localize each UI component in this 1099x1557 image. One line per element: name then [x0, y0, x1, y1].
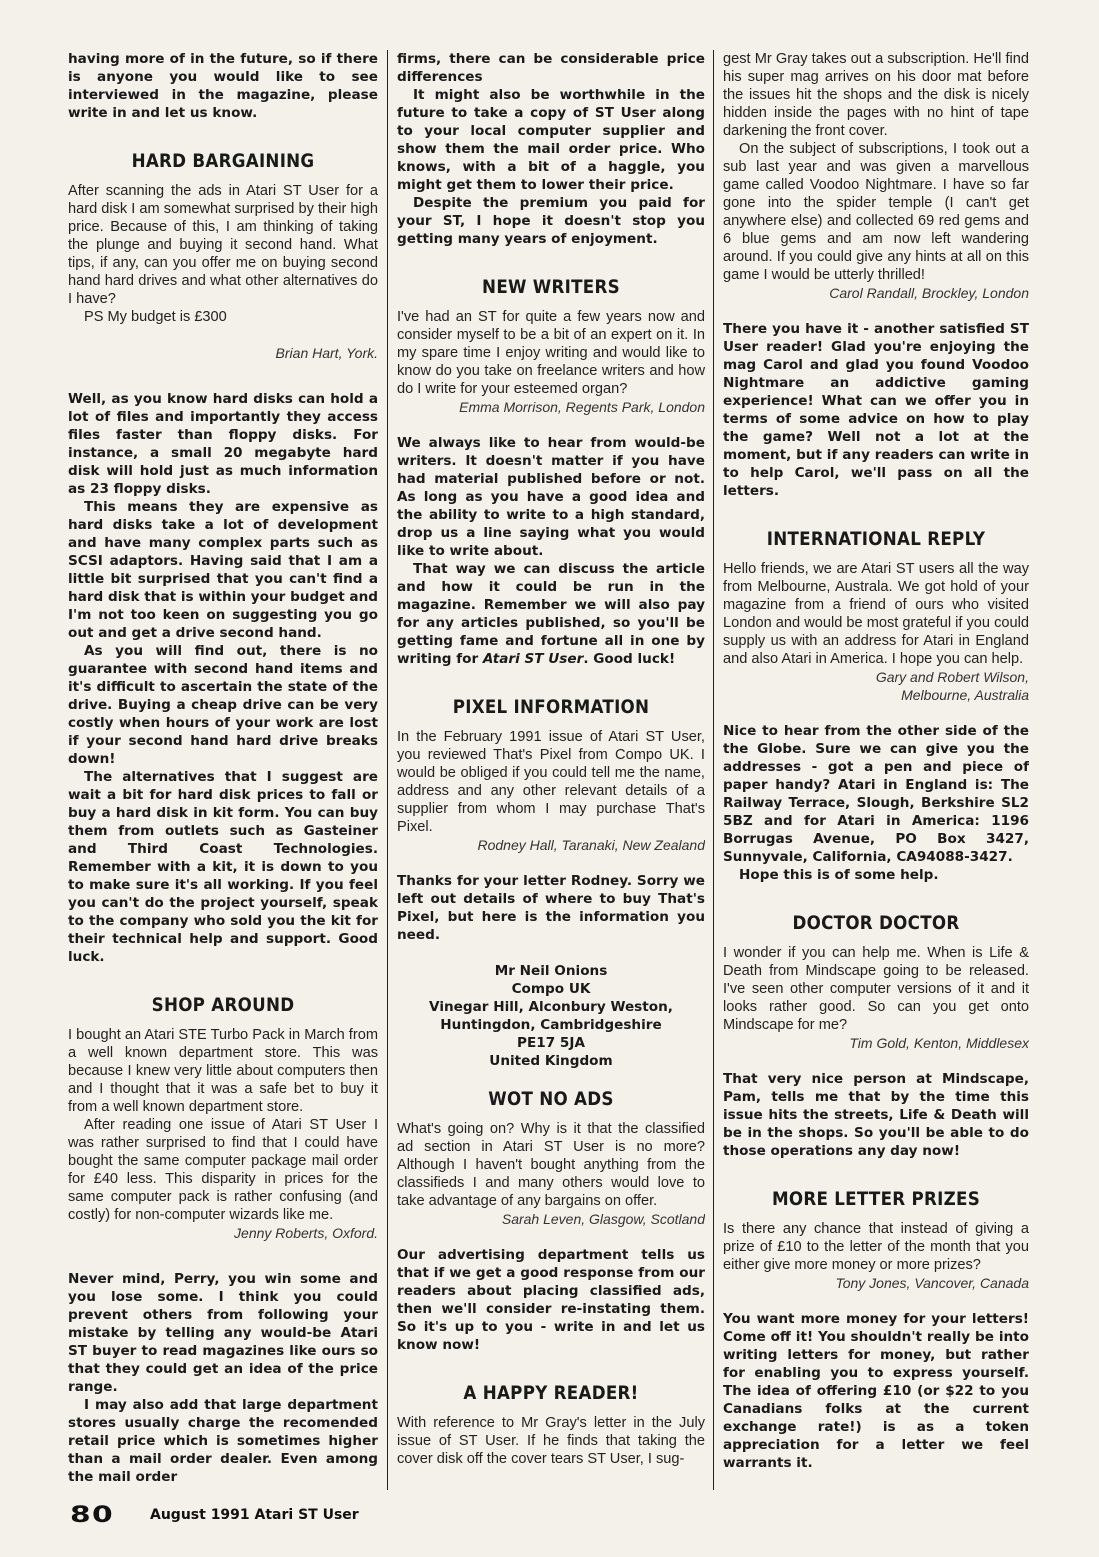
column-divider [713, 50, 714, 1490]
letter-paragraph: PS My budget is £300 [84, 309, 227, 325]
section-heading-wot-no-ads: WOT NO ADS [488, 1088, 614, 1110]
letter-signature: Carol Randall, Brockley, London [829, 285, 1029, 301]
letter-paragraph: With reference to Mr Gray's letter in the July issue of ST User. If he finds that taking the cover disk off the cover tears ST User, I sug- [397, 1415, 705, 1467]
letter-signature: Melbourne, Australia [901, 687, 1029, 703]
reply-paragraph: Never mind, Perry, you win some and you lose some. I think you could prevent others from following your mistake by telling any would-be Atari ST buyer to read magazines like ours so that they could get an idea of the price range. [68, 1271, 378, 1395]
letter-paragraph: Is there any chance that instead of giving a prize of £10 to the letter of the month that you either give more money or more prizes? [723, 1221, 1029, 1273]
address-line: Compo UK [511, 981, 591, 997]
page-number: 80 [70, 1502, 115, 1528]
page-footer [70, 1504, 359, 1526]
column-right [723, 50, 1029, 1490]
letter-paragraph: After scanning the ads in Atari ST User for a hard disk I am somewhat surprised by their high price. Because of this, I am thinking of taking the plunge and buying it second hand. What tips, if any, can you offer me on buying second hand hard drives and what other alternatives do I have? [68, 183, 378, 307]
reply-paragraph: That very nice person at Mindscape, Pam, tells me that by the time this issue hits the streets, Life & Death will be in the shops. So you'll be able to do those operations any day now! [723, 1071, 1029, 1159]
section-heading-shop-around: SHOP AROUND [151, 994, 295, 1016]
letter-signature: Sarah Leven, Glasgow, Scotland [501, 1211, 705, 1227]
column-middle [397, 50, 705, 1490]
address-line: Mr Neil Onions [494, 963, 608, 979]
letter-paragraph: Hello friends, we are Atari ST users all the way from Melbourne, Australa. We got hold of your magazine from a friend of ours who visited London and would be most grateful if you could supply us with an address for Atari in England and also Atari in America. I hope you can help. [723, 561, 1029, 667]
supplier-address [397, 962, 705, 1070]
section-heading-hard-bargaining: HARD BARGAINING [131, 150, 315, 172]
address-line: PE17 5JA [517, 1035, 585, 1051]
letter-paragraph: I've had an ST for quite a few years now and consider myself to be a bit of an expert on it. In my spare time I enjoy writing and would like to know do you take on freelance writers and how do I write for your esteemed organ? [397, 309, 705, 397]
letter-signature: Rodney Hall, Taranaki, New Zealand [477, 837, 705, 853]
letter-signature: Gary and Robert Wilson, [875, 669, 1029, 685]
reply-paragraph: Despite the premium you paid for your ST, I hope it doesn't stop you getting many years of enjoyment. [397, 195, 705, 247]
reply-paragraph: The alternatives that I suggest are wait a bit for hard disk prices to fall or buy a hard disk in kit form. You can buy them from outlets such as Gasteiner and Third Coast Technologies. Remember with a kit, it is down to you to make sure it's all working. If you feel you can't do the project yourself, speak to the company who sold you the kit for their technical help and support. Good luck. [68, 769, 378, 965]
section-heading-a-happy-reader: A HAPPY READER! [463, 1382, 639, 1404]
reply-paragraph [397, 560, 705, 668]
reply-paragraph: As you will find out, there is no guarantee with second hand items and it's difficult to ascertain the state of the drive. Buying a cheap drive can be very costly when hours of your work are lost if your second hand hard drive breaks down! [68, 643, 378, 767]
reply-paragraph: We always like to hear from would-be writers. It doesn't matter if you have had material published before or not. As long as you have a good idea and the ability to write to a high standard, drop us a line saying what you would like to write about. [397, 435, 705, 559]
section-heading-international-reply: INTERNATIONAL REPLY [766, 528, 986, 550]
reply-text: That way we can discuss the article and how it could be run in the magazine. Remember we will also pay for any articles published, so you'll be getting fame and fortune all in one by writing for [397, 561, 705, 667]
section-heading-new-writers: NEW WRITERS [482, 276, 620, 298]
letter-signature: Tim Gold, Kenton, Middlesex [849, 1035, 1029, 1051]
letter-signature: Emma Morrison, Regents Park, London [459, 399, 705, 415]
letter-paragraph: In the February 1991 issue of Atari ST User, you reviewed That's Pixel from Compo UK. I would be obliged if you could tell me the name, address and any other relevant details of a supplier from whom I may purchase That's Pixel. [397, 729, 705, 835]
section-heading-doctor-doctor: DOCTOR DOCTOR [792, 912, 960, 934]
reply-paragraph: There you have it - another satisfied ST User reader! Glad you're enjoying the mag Carol and glad you found Voodoo Nightmare an addictive gaming experience! What can we offer you in terms of some advice on how to play the game? Well not a lot at the moment, but if any readers can write in to help Carol, we'll pass on all the letters. [723, 321, 1029, 499]
column-divider [387, 50, 388, 1490]
magazine-name: Atari ST User [482, 651, 584, 667]
letter-signature: Jenny Roberts, Oxford. [234, 1225, 378, 1241]
reply-paragraph: firms, there can be considerable price differences [397, 51, 705, 85]
issue-label: August 1991 Atari ST User [150, 1507, 359, 1523]
letter-paragraph: I bought an Atari STE Turbo Pack in March from a well known department store. This was because I knew very little about computers then and I thought that it was a safe bet to buy it from a well known department store. [68, 1027, 378, 1115]
reply-paragraph: This means they are expensive as hard disks take a lot of development and have many complex parts such as SCSI adaptors. Having said that I am a little bit surprised that you can't find a hard disk that is within your budget and I'm not too keen on suggesting you go out and get a drive second hand. [68, 499, 378, 641]
reply-paragraph: I may also add that large department stores usually charge the recomended retail price which is sometimes higher than a mail order dealer. Even among the mail order [68, 1397, 378, 1485]
address-line: Huntingdon, Cambridgeshire [440, 1017, 662, 1033]
reply-paragraph: Thanks for your letter Rodney. Sorry we left out details of where to buy That's Pixel, but here is the information you need. [397, 873, 705, 943]
section-heading-more-letter-prizes: MORE LETTER PRIZES [771, 1188, 981, 1210]
reply-paragraph: It might also be worthwhile in the future to take a copy of ST User along to your local computer supplier and show them the mail order price. Who knows, with a bit of a haggle, you might get them to lower their price. [397, 87, 705, 193]
letter-paragraph: What's going on? Why is it that the classified ad section in Atari ST User is no more? Although I haven't bought anything from the classifieds I and many others would love to take advantage of any bargains on offer. [397, 1121, 705, 1209]
section-heading-pixel-information: PIXEL INFORMATION [452, 696, 650, 718]
letter-paragraph: gest Mr Gray takes out a subscription. He'll find his super mag arrives on his door mat before the issues hit the shops and the disk is nicely hidden inside the pages with no hint of tape darkening the front cover. [723, 51, 1029, 139]
address-line: United Kingdom [489, 1053, 613, 1069]
reply-paragraph: having more of in the future, so if there is anyone you would like to see interviewed in the magazine, please write in and let us know. [68, 51, 378, 121]
address-line: Vinegar Hill, Alconbury Weston, [429, 999, 673, 1015]
reply-paragraph: Hope this is of some help. [739, 867, 939, 883]
column-left [68, 50, 378, 1490]
reply-paragraph: Well, as you know hard disks can hold a lot of files and importantly they access files faster than floppy disks. For instance, a small 20 megabyte hard disk will hold just as much information as 23 floppy disks. [68, 391, 378, 497]
letter-signature: Brian Hart, York. [275, 345, 378, 361]
reply-paragraph: Our advertising department tells us that if we get a good response from our readers about placing classified ads, then we'll consider re-instating them. So it's up to you - write in and let us know now! [397, 1247, 705, 1353]
reply-text: . Good luck! [583, 651, 676, 667]
reply-paragraph: You want more money for your letters! Come off it! You shouldn't really be into writing letters for money, but rather for enabling you to express yourself. The idea of offering £10 (or $22 to you Canadians folks at the current exchange rate!) is as a token appreciation for a letter we feel warrants it. [723, 1311, 1029, 1471]
letter-signature: Tony Jones, Vancover, Canada [835, 1275, 1029, 1291]
reply-paragraph: Nice to hear from the other side of the the Globe. Sure we can give you the addresses - got a pen and piece of paper handy? Atari in England is: The Railway Terrace, Slough, Berkshire SL2 5BZ and for Atari in America: 1196 Borrugas Avenue, PO Box 3427, Sunnyvale, California, CA94088-3427. [723, 723, 1029, 865]
letter-paragraph: On the subject of subscriptions, I took out a sub last year and was given a marvellous game called Voodoo Nightmare. I have so far gone into the spider temple (I can't get anywhere else) and collected 69 red gems and 6 blue gems and am now left wandering around. If you could give any hints at all on this game I would be utterly thrilled! [723, 141, 1029, 283]
letter-paragraph: After reading one issue of Atari ST User I was rather surprised to find that I could have bought the same computer package mail order for £40 less. This disparity in prices for the same computer pack is rather confusing (and costly) for non-computer wizards like me. [68, 1117, 378, 1223]
letter-paragraph: I wonder if you can help me. When is Life & Death from Mindscape going to be released. I've seen other computer versions of it and it looks rather good. So can you get onto Mindscape for me? [723, 945, 1029, 1033]
